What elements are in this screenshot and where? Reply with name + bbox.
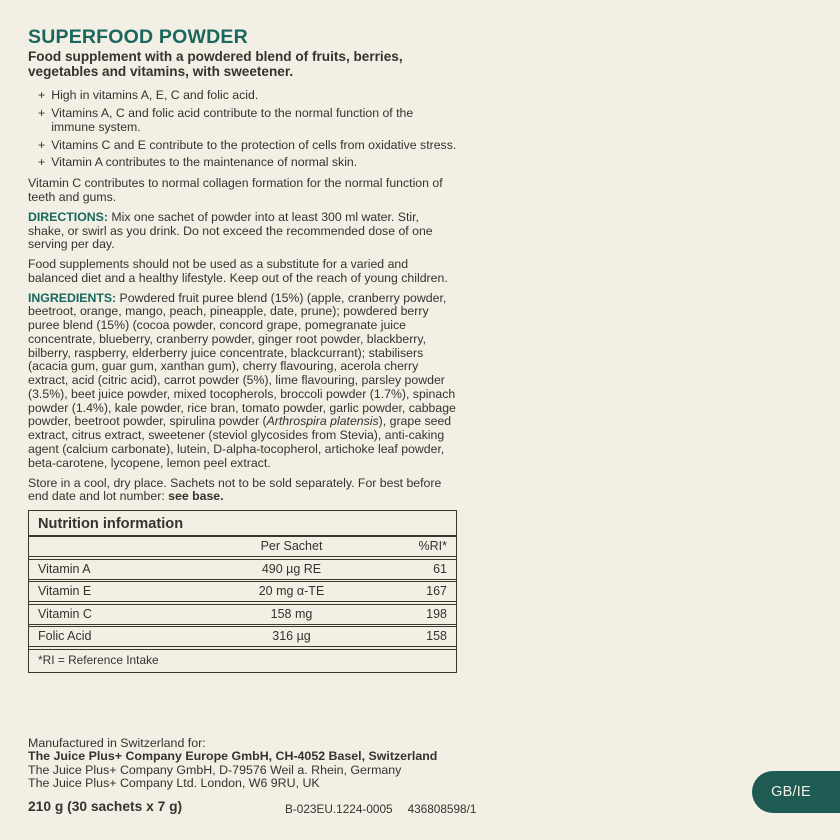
storage-paragraph bbox=[28, 477, 457, 505]
table-row-vitamin-a bbox=[29, 560, 456, 579]
directions-text: Mix one sachet of powder into at least 300 ml water. Stir, shake, or swirl as you drink. Do not exceed the recommended dose of one serving per day. bbox=[28, 209, 433, 252]
collagen-claim-paragraph: Vitamin C contributes to normal collagen formation for the normal function of teeth and gums. bbox=[28, 176, 443, 204]
ingredients-paragraph bbox=[28, 292, 457, 471]
nutrition-header-row bbox=[29, 537, 456, 556]
nutrient-label: Vitamin A bbox=[38, 561, 91, 576]
batch-code: B-023EU.1224-0005 bbox=[285, 802, 393, 816]
nutrition-table bbox=[28, 510, 457, 673]
benefit-claim-text: High in vitamins A, E, C and folic acid. bbox=[51, 88, 259, 103]
item-code: 436808598/1 bbox=[407, 802, 477, 816]
table-row-folic-acid bbox=[29, 627, 456, 646]
benefit-claim-item bbox=[28, 89, 457, 103]
reference-intake-footnote: *RI = Reference Intake bbox=[38, 652, 159, 667]
nutrient-amount: 158 mg bbox=[270, 606, 313, 621]
net-weight: 210 g (30 sachets x 7 g) bbox=[28, 799, 183, 814]
directions-label: DIRECTIONS: bbox=[28, 209, 108, 224]
manufacturer-germany-address: The Juice Plus+ Company GmbH, D-79576 Weil a. Rhein, Germany bbox=[28, 762, 402, 777]
plus-marker: + bbox=[38, 137, 46, 152]
storage-see-base: see base. bbox=[168, 489, 224, 504]
ingredients-label: INGREDIENTS: bbox=[28, 290, 117, 305]
benefit-claim-item bbox=[28, 156, 457, 170]
table-row-vitamin-e bbox=[29, 582, 456, 601]
manufactured-for-line: Manufactured in Switzerland for: bbox=[28, 736, 206, 750]
nutrition-table-title: Nutrition information bbox=[38, 516, 184, 533]
manufacturer-primary-address: The Juice Plus+ Company Europe GmbH, CH-4052 Basel, Switzerland bbox=[28, 749, 438, 764]
benefit-claim-text: Vitamin A contributes to the maintenance of normal skin. bbox=[51, 155, 358, 170]
nutrient-ri: 61 bbox=[433, 561, 447, 576]
per-sachet-column-header: Per Sachet bbox=[260, 539, 323, 554]
storage-text: Store in a cool, dry place. Sachets not to be sold separately. For best before end date and lot number: bbox=[28, 475, 442, 504]
nutrient-amount: 20 mg α-TE bbox=[258, 584, 325, 599]
product-title: SUPERFOOD POWDER bbox=[28, 26, 248, 48]
ingredients-text-2: ), grape seed extract, citrus extract, sweetener (steviol glycosides from Stevia), anti-caking agent (calcium carbonate), lutein, D-alpha-tocopherol, artichoke leaf powder, beta-carotene, lycopene, lemon peel extract. bbox=[28, 414, 452, 470]
benefit-claim-text: Vitamins A, C and folic acid contribute to the normal function of the immune system. bbox=[51, 106, 414, 134]
plus-marker: + bbox=[38, 155, 46, 170]
nutrient-ri: 198 bbox=[426, 606, 447, 621]
benefit-claims-list bbox=[28, 89, 457, 170]
nutrient-ri: 158 bbox=[426, 629, 447, 644]
manufacturer-uk-address: The Juice Plus+ Company Ltd. London, W6 9RU, UK bbox=[28, 775, 320, 790]
product-codes bbox=[285, 802, 476, 816]
benefit-claim-text: Vitamins C and E contribute to the protection of cells from oxidative stress. bbox=[51, 137, 457, 152]
nutrient-amount: 490 µg RE bbox=[261, 561, 322, 576]
nutrient-label: Vitamin E bbox=[38, 584, 92, 599]
manufacturer-block bbox=[28, 737, 437, 790]
ri-column-header: %RI* bbox=[418, 539, 447, 554]
nutrient-ri: 167 bbox=[426, 584, 447, 599]
directions-paragraph bbox=[28, 211, 457, 252]
ingredients-latin-name: Arthrospira platensis bbox=[266, 414, 379, 429]
plus-marker: + bbox=[38, 106, 46, 121]
label-content-column bbox=[28, 27, 457, 673]
table-row-vitamin-c bbox=[29, 605, 456, 624]
benefit-claim-item bbox=[28, 107, 457, 135]
nutrient-label: Vitamin C bbox=[38, 606, 92, 621]
ingredients-text-1: Powdered fruit puree blend (15%) (apple, cranberry powder, beetroot, orange, mango, peach, pineapple, date, prune); powdered berry puree blend (15%) (cocoa powder, concord grape, pomegranate juice concentrate, blueberry, cranberry powder, ginger root powder, blackberry, bilberry, raspberry, elderberry juice concentrate, blackcurrant); stabilisers (acacia gum, guar gum, xanthan gum), cherry flavouring, acerola cherry extract, acid (citric acid), carrot powder (5%), lime flavouring, parsley powder (3.5%), beet juice powder, mixed tocopherols, broccoli powder (1.7%), spinach powder (1.4%), kale powder, rice bran, tomato powder, garlic powder, cabbage powder, beetroot powder, spirulina powder ( bbox=[28, 290, 456, 429]
benefit-claim-item bbox=[28, 139, 457, 153]
product-subtitle: Food supplement with a powdered blend of fruits, berries, vegetables and vitamins, with sweetener. bbox=[28, 49, 403, 80]
nutrient-label: Folic Acid bbox=[38, 629, 92, 644]
nutrient-amount: 316 µg bbox=[272, 629, 311, 644]
plus-marker: + bbox=[38, 88, 46, 103]
supplement-advice-paragraph: Food supplements should not be used as a substitute for a varied and balanced diet and a healthy lifestyle. Keep out of the reach of young children. bbox=[28, 257, 448, 285]
region-badge: GB/IE bbox=[752, 771, 840, 813]
